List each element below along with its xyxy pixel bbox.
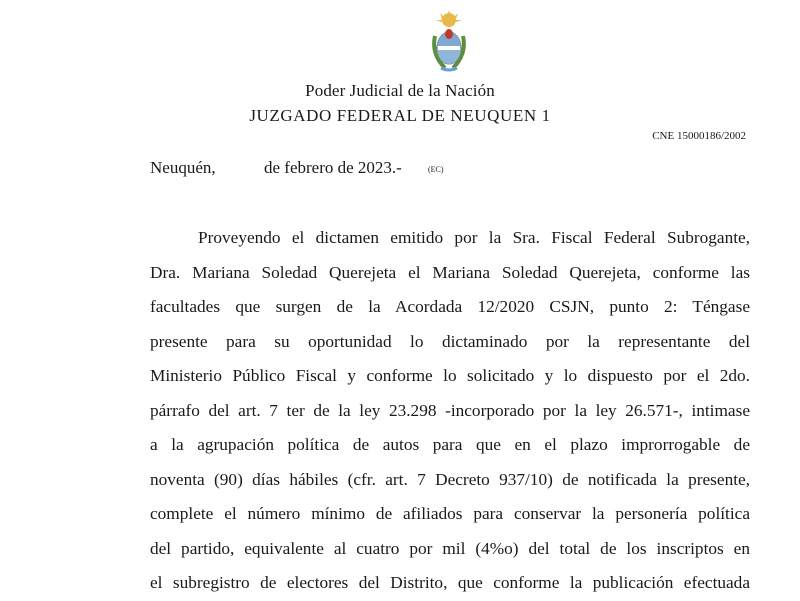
body-line: presente para su oportunidad lo dictaminado por la representante del	[150, 331, 750, 351]
body-line: Dra. Mariana Soledad Querejeta el Mariana Soledad Querejeta, conforme las	[150, 262, 750, 282]
body-line: párrafo del art. 7 ter de la ley 23.298 -incorporado por la ley 26.571-, intimase	[150, 400, 750, 420]
body-line: noventa (90) días hábiles (cfr. art. 7 Decreto 937/10) de notificada la presente,	[150, 469, 750, 489]
body-line: del partido, equivalente al cuatro por mil (4%o) del total de los inscriptos en	[150, 538, 750, 558]
court-title: JUZGADO FEDERAL DE NEUQUEN 1	[249, 106, 551, 125]
coat-of-arms-icon	[427, 10, 471, 74]
case-number: CNE 15000186/2002	[652, 130, 746, 142]
dateline-date: de febrero de 2023.-	[264, 158, 402, 177]
body-line: a la agrupación política de autos para que en el plazo improrrogable de	[150, 435, 750, 454]
body-line: facultades que surgen de la Acordada 12/2020 CSJN, punto 2: Téngase	[150, 297, 750, 316]
dateline-initials: (EC)	[428, 165, 444, 174]
body-line: el subregistro de electores del Distrito, que conforme la publicación efectuada	[150, 573, 750, 592]
dateline-city: Neuquén,	[150, 158, 216, 177]
body-line: Proveyendo el dictamen emitido por la Sra. Fiscal Federal Subrogante,	[198, 228, 750, 247]
body-line: Ministerio Público Fiscal y conforme lo solicitado y lo dispuesto por el 2do.	[150, 366, 750, 385]
institution-title: Poder Judicial de la Nación	[305, 81, 495, 100]
resolution-body	[150, 221, 750, 601]
body-line: complete el número mínimo de afiliados para conservar la personería política	[150, 504, 750, 523]
